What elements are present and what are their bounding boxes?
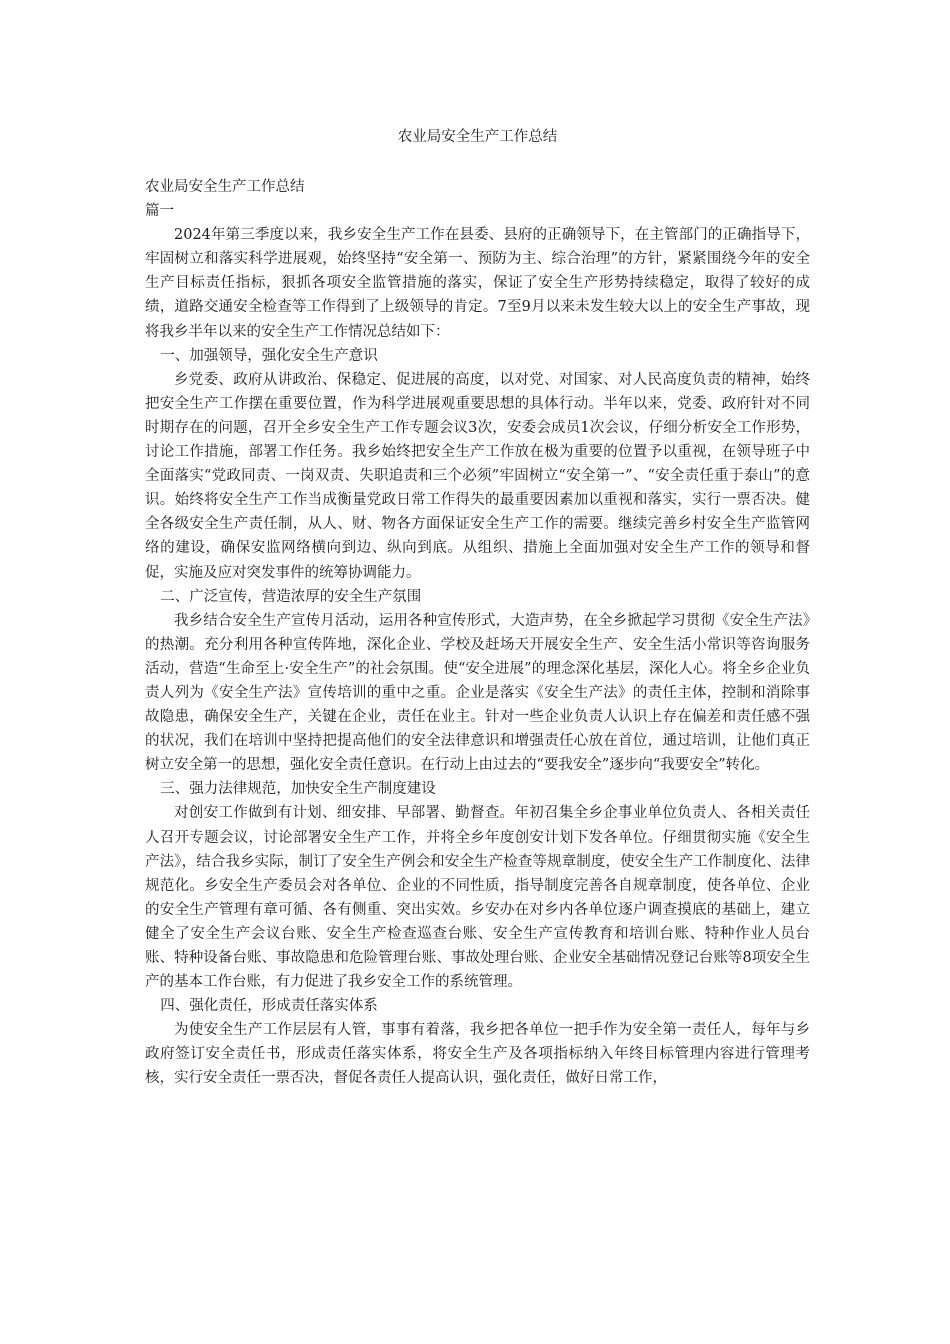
document-body — [145, 175, 810, 1091]
paragraph: 为使安全生产工作层层有人管，事事有着落，我乡把各单位一把手作为安全第一责任人，每年与乡政府签订安全责任书，形成责任落实体系，将安全生产及各项指标纳入年终目标管理内容进行管理考核，实行安全责任一票否决，督促各责任人提高认识，强化责任，做好日常工作， — [145, 1022, 810, 1087]
section-heading: 三、强力法律规范，加快安全生产制度建设 — [160, 781, 436, 798]
document-title: 农业局安全生产工作总结 — [397, 129, 558, 145]
paragraph: 乡党委、政府从讲政治、保稳定、促进展的高度，以对党、对国家、对人民高度负责的精神，始终把安全生产工作摆在重要位置，作为科学进展观重要思想的具体行动。半年以来，党委、政府针对不同时期存在的问题，召开全乡安全生产工作专题会议3次，安委会成员1次会议，仔细分析安全工作形势，讨论工作措施，部署工作任务。我乡始终把安全生产工作放在极为重要的位置予以重视，在领导班子中全面落实“党政同责、一岗双责、失职追责和三个必须”牢固树立“安全第一”、“安全责任重于泰山”的意识。始终将安全生产工作当成衡量党政日常工作得失的最重要因素加以重视和落实，实行一票否决。健全各级安全生产责任制，从人、财、物各方面保证安全生产工作的需要。继续完善乡村安全生产监管网络的建设，确保安监网络横向到边、纵向到底。从组织、措施上全面加强对安全生产工作的领导和督促，实施及应对突发事件的统筹协调能力。 — [145, 371, 810, 581]
section-label: 篇一 — [145, 203, 174, 220]
section-heading: 二、广泛宣传，营造浓厚的安全生产氛围 — [160, 588, 422, 605]
paragraph: 我乡结合安全生产宣传月活动，运用各种宣传形式，大造声势，在全乡掀起学习贯彻《安全生产法》的热潮。充分利用各种宣传阵地，深化企业、学校及赶场天开展安全生产、安全生活小常识等咨询服务活动，营造“生命至上·安全生产”的社会氛围。使“安全进展”的理念深化基层，深化人心。将全乡企业负责人列为《安全生产法》宣传培训的重中之重。企业是落实《安全生产法》的责任主体，控制和消除事故隐患，确保安全生产，关键在企业，责任在业主。针对一些企业负责人认识上存在偏差和责任感不强的状况，我们在培训中坚持把提高他们的安全法律意识和增强责任心放在首位，通过培训，让他们真正树立安全第一的思想，强化安全责任意识。在行动上由过去的“要我安全”逐步向“我要安全”转化。 — [145, 612, 810, 774]
document-subtitle: 农业局安全生产工作总结 — [145, 179, 305, 195]
section-heading: 一、加强领导，强化安全生产意识 — [160, 347, 378, 364]
paragraph: 2024年第三季度以来，我乡安全生产工作在县委、县府的正确领导下，在主管部门的正确指导下，牢固树立和落实科学进展观，始终坚持“安全第一、预防为主、综合治理”的方针，紧紧围绕今年的安全生产目标责任指标，狠抓各项安全监管措施的落实，保证了安全生产形势持续稳定，取得了较好的成绩，道路交通安全检查等工作得到了上级领导的肯定。7至9月以来未发生较大以上的安全生产事故，现将我乡半年以来的安全生产工作情况总结如下： — [145, 227, 810, 340]
paragraph: 对创安工作做到有计划、细安排、早部署、勤督查。年初召集全乡企事业单位负责人、各相关责任人召开专题会议，讨论部署安全生产工作，并将全乡年度创安计划下发各单位。仔细贯彻实施《安全生产法》，结合我乡实际，制订了安全生产例会和安全生产检查等规章制度，使安全生产工作制度化、法律规范化。乡安全生产委员会对各单位、企业的不同性质，指导制度完善各自规章制度，使各单位、企业的安全生产管理有章可循、各有侧重、突出实效。乡安办在对乡内各单位逐户调查摸底的基础上，建立健全了安全生产会议台账、安全生产检查巡查台账、安全生产宣传教育和培训台账、特种作业人员台账、特种设备台账、事故隐患和危险管理台账、事故处理台账、企业安全基础情况登记台账等8项安全生产的基本工作台账，有力促进了我乡安全工作的系统管理。 — [145, 805, 810, 991]
section-heading: 四、强化责任，形成责任落实体系 — [160, 998, 378, 1015]
